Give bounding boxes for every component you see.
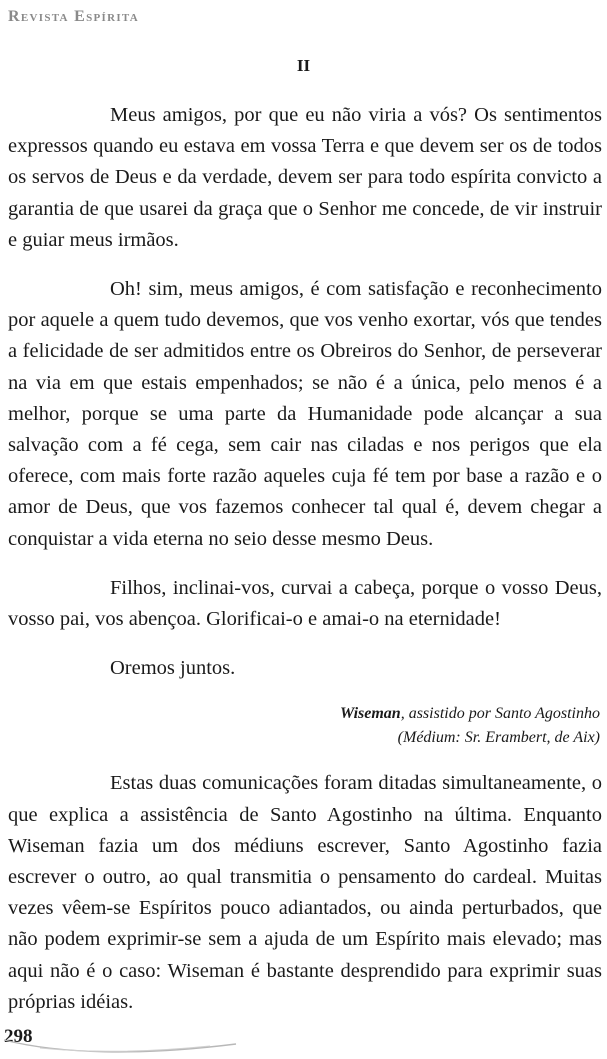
page-number: 298	[4, 1026, 33, 1047]
signature-line	[8, 702, 600, 726]
signature-assisted: , assistido por Santo Agostinho	[400, 705, 600, 723]
signature-block	[8, 702, 600, 750]
paragraph-2: Oh! sim, meus amigos, é com satisfação e reconhecimento por aquele a quem tudo devemos, que vos venho exortar, vós que tendes a felicidade de ser admitidos entre os Obreiros do Senhor, de perseverar na via em que estais empenhados; se não é a única, pelo menos é a melhor, porque se uma parte da Humanidade pode alcançar a sua salvação com a fé cega, sem cair nas ciladas e nos perigos que ela oferece, com mais forte razão aqueles cuja fé tem por base a razão e o amor de Deus, que vos fazemos conhecer tal qual é, devem chegar a conquistar a vida eterna no seio desse mesmo Deus.	[8, 278, 602, 550]
paragraph-1: Meus amigos, por que eu não viria a vós? Os sentimentos expressos quando eu estava em vossa Terra e que devem ser os de todos os servos de Deus e da verdade, devem ser para todo espírita convicto a garantia de que usarei da graça que o Senhor me concede, de vir instruir e guiar meus irmãos.	[8, 104, 602, 251]
section-number: II	[296, 56, 311, 75]
paragraph-3: Filhos, inclinai-vos, curvai a cabeça, porque o vosso Deus, vosso pai, vos abençoa. Glorificai-o e amai-o na eternidade!	[8, 576, 602, 631]
paragraph-4: Oremos juntos.	[110, 657, 236, 680]
signature-medium: (Médium: Sr. Erambert, de Aix)	[397, 729, 600, 747]
running-header: Revista Espírita	[8, 8, 139, 25]
paragraph-5: Estas duas comunicações foram ditadas simultaneamente, o que explica a assistência de Santo Agostinho na última. Enquanto Wiseman fazia um dos médiuns escrever, Santo Agostinho fazia escrever o outro, ao qual transmitia o pensamento do cardeal. Muitas vezes vêem-se Espíritos pouco adiantados, ou ainda perturbados, que não podem exprimir-se sem a ajuda de um Espírito mais elevado; mas aqui não é o caso: Wiseman é bastante desprendido para exprimir suas próprias idéias.	[8, 772, 602, 1013]
signature-name: Wiseman	[339, 705, 401, 723]
decorative-swash-icon	[0, 1034, 240, 1056]
body-text	[8, 100, 602, 1036]
